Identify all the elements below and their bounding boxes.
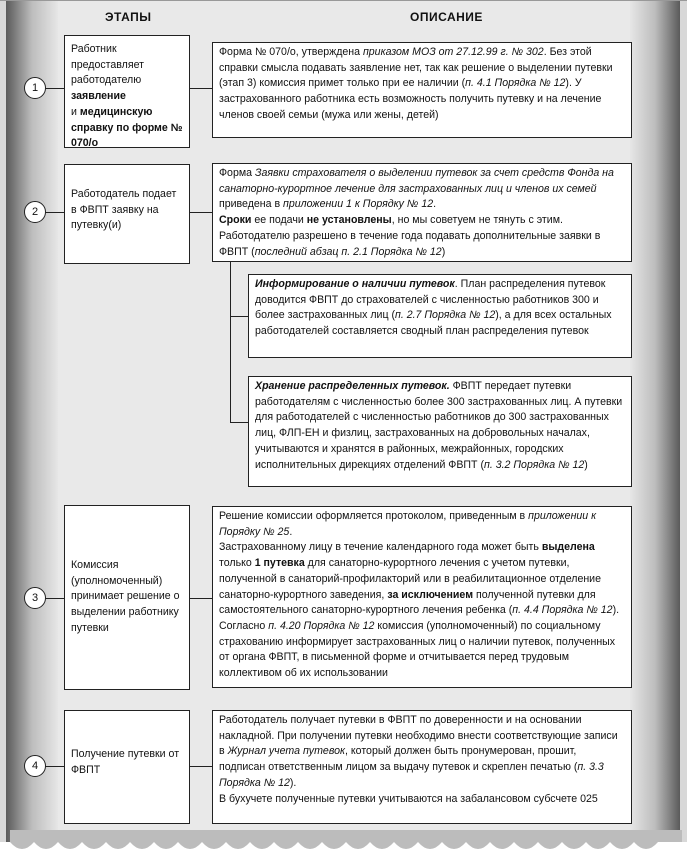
info-box: Информирование о наличии путевок. План распределения путевок доводится ФВПТ до страхователей с численностью работников 300 и более застрахованных лиц (п. 2.7 Порядка № 12), а для всех остальных работодателей составляется сводный план распределения путевок — [248, 274, 632, 358]
step-number: 2 — [24, 201, 46, 223]
storage-box: Хранение распределенных путевок. ФВПТ передает путевки работодателям с численностью более 300 застрахованных лиц. А путевки для работодателей с численностью работников до 300 застрахованных лиц, ФЛП-ЕН и физлиц, застрахованных на добровольных началах, учитываются и хранятся в районных, межрайонных, городских исполнительных дирекциях отделений ФВПТ (п. 3.2 Порядка № 12) — [248, 376, 632, 487]
connector — [44, 88, 64, 89]
description-box: Форма Заявки страхователя о выделении путевок за счет средств Фонда на санаторно-курортное лечение для застрахованных лиц и членов их семей приведена в приложении 1 к Порядку № 12. Сроки ее подачи не установлены, но мы советуем не тянуть с этим. Работодателю разрешено в течение года подавать дополнительные заявки в ФВПТ (последний абзац п. 2.1 Порядка № 12) — [212, 163, 632, 262]
step-number: 1 — [24, 77, 46, 99]
connector — [230, 316, 248, 317]
step-number: 3 — [24, 587, 46, 609]
connector — [190, 598, 212, 599]
connector — [44, 766, 64, 767]
header-stages: ЭТАПЫ — [105, 10, 152, 24]
connector — [230, 262, 231, 422]
description-box: Форма № 070/о, утверждена приказом МОЗ от 27.12.99 г. № 302. Без этой справки смысла подавать заявление нет, так как решение о выделении путевки (этап 3) комиссия примет только при ее наличии (п. 4.1 Порядка № 12). У застрахованного работника есть возможность получить путевку и на лечение членов своей семьи (мужа или жены, детей) — [212, 42, 632, 138]
stage-box: Получение путевки от ФВПТ — [64, 710, 190, 824]
connector — [190, 212, 212, 213]
stage-box: Работник предоставляет работодателю заявление и медицинскую справку по форме № 070/о — [64, 35, 190, 148]
connector — [190, 88, 212, 89]
header-description: ОПИСАНИЕ — [410, 10, 483, 24]
connector — [230, 422, 248, 423]
connector — [44, 598, 64, 599]
stage-box: Работодатель подает в ФВПТ заявку на путевку(и) — [64, 164, 190, 264]
stage-box: Комиссия (уполномоченный) принимает решение о выделении работнику путевки — [64, 505, 190, 690]
description-box: Работодатель получает путевки в ФВПТ по доверенности и на основании накладной. При получении путевки необходимо внести соответствующие записи в Журнал учета путевок, который должен быть пронумерован, прошит, подписан ответственным лицом за выдачу путевок и скреплен печатью (п. 3.3 Порядка № 12). В бухучете полученные путевки учитываются на забалансовом субсчете 025 — [212, 710, 632, 824]
connector — [44, 212, 64, 213]
description-box: Решение комиссии оформляется протоколом, приведенным в приложении к Порядку № 25. Застрахованному лицу в течение календарного года может быть выделена только 1 путевка для санаторно-курортного лечения с учетом путевки, полученной в санаторий-профилакторий или в реабилитационное отделение санаторно-курортного заведения, за исключением полученной путевки для самостоятельного санаторно-курортного лечения ребенка (п. 4.4 Порядка № 12). Согласно п. 4.20 Порядка № 12 комиссия (уполномоченный) по социальному страхованию информирует застрахованных лиц о наличии путевок, полученных от органа ФВПТ, в письменной форме и отчитывается перед трудовым коллективом об их использовании — [212, 506, 632, 688]
step-number: 4 — [24, 755, 46, 777]
connector — [190, 766, 212, 767]
